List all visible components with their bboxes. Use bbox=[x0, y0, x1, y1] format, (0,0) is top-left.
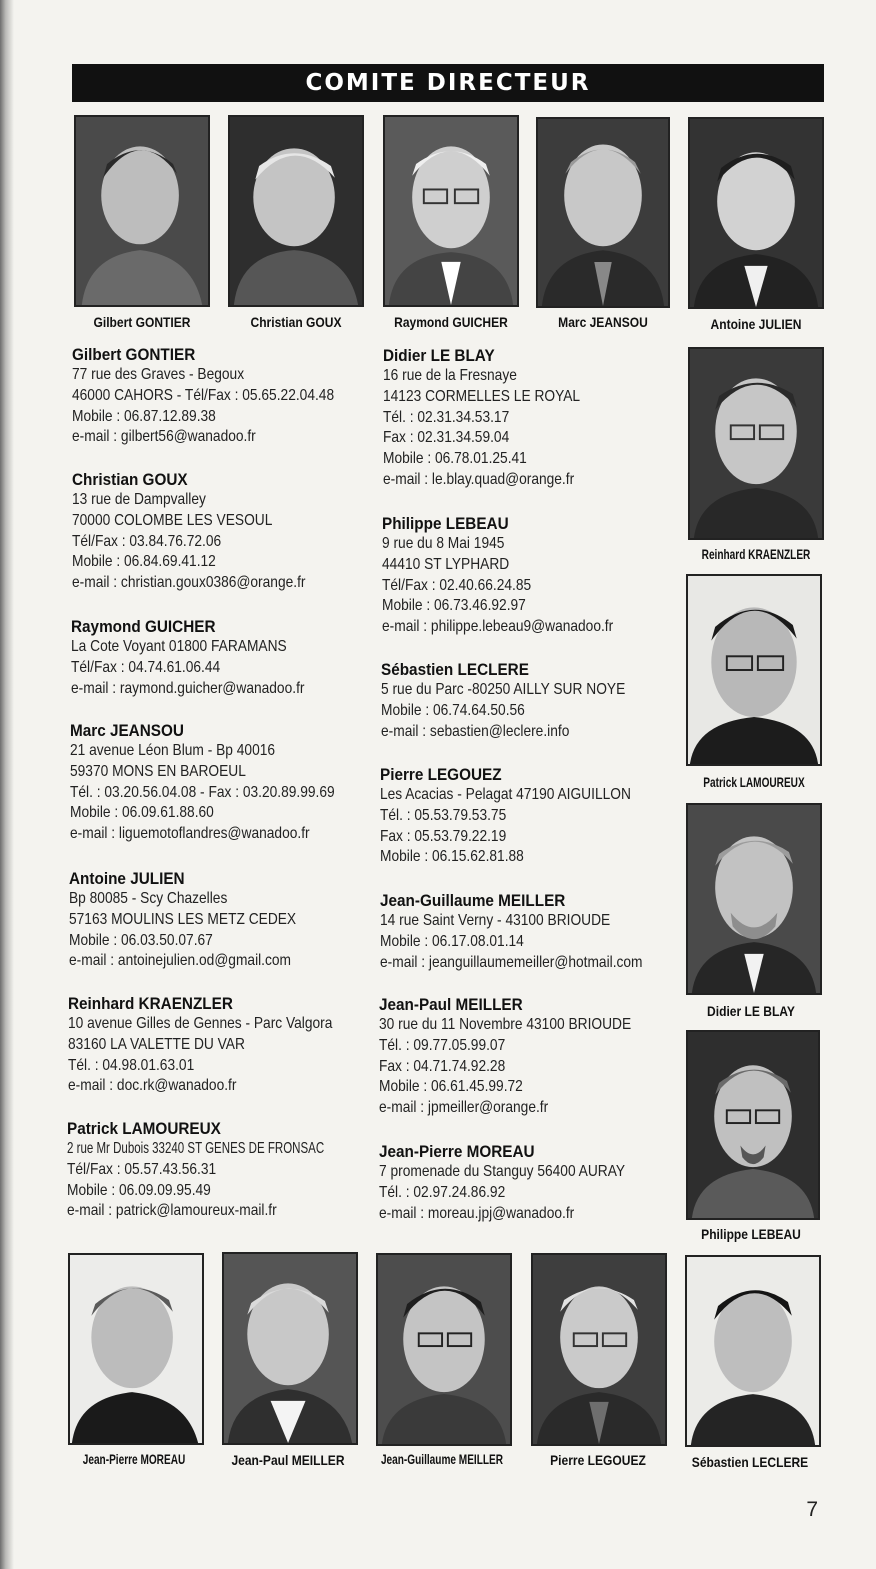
contact-entry bbox=[69, 869, 333, 972]
portrait-photo bbox=[686, 803, 822, 995]
contact-name: Jean-Pierre MOREAU bbox=[379, 1142, 535, 1161]
contact-line: 14123 CORMELLES LE ROYAL bbox=[383, 387, 581, 405]
contact-entry bbox=[67, 1119, 424, 1222]
contact-name: Pierre LEGOUEZ bbox=[380, 765, 502, 784]
contact-line: e-mail : doc.rk@wanadoo.fr bbox=[68, 1077, 237, 1095]
contact-line: 70000 COLOMBE LES VESOUL bbox=[72, 511, 273, 529]
contact-entry bbox=[72, 345, 377, 448]
contact-line: 46000 CAHORS - Tél/Fax : 05.65.22.04.48 bbox=[72, 386, 335, 404]
contact-line: e-mail : jeanguillaumemeiller@hotmail.com bbox=[380, 953, 643, 971]
contact-name: Patrick LAMOUREUX bbox=[67, 1119, 221, 1138]
portrait-photo bbox=[688, 347, 824, 540]
contact-name: Reinhard KRAENZLER bbox=[68, 994, 233, 1013]
contact-line: Tél. : 02.97.24.86.92 bbox=[379, 1183, 506, 1201]
contact-line: 7 promenade du Stanguy 56400 AURAY bbox=[379, 1163, 626, 1180]
contact-name: Christian GOUX bbox=[72, 470, 188, 489]
contact-line: 14 rue Saint Verny - 43100 BRIOUDE bbox=[380, 912, 611, 929]
portrait-photo bbox=[686, 1030, 820, 1220]
contact-name: Philippe LEBEAU bbox=[382, 514, 509, 533]
page-number: 7 bbox=[806, 1498, 818, 1521]
portrait-caption: Raymond GUICHER bbox=[394, 314, 508, 330]
contact-line: e-mail : patrick@lamoureux-mail.fr bbox=[67, 1202, 277, 1220]
contact-name: Antoine JULIEN bbox=[69, 869, 185, 888]
contact-line: Mobile : 06.15.62.81.88 bbox=[380, 848, 524, 866]
contact-line: e-mail : le.blay.quad@orange.fr bbox=[383, 470, 575, 488]
contact-line: Mobile : 06.09.09.95.49 bbox=[67, 1181, 211, 1199]
contact-entry bbox=[70, 721, 378, 845]
contact-line: Mobile : 06.09.61.88.60 bbox=[70, 804, 214, 822]
contact-entry bbox=[380, 765, 672, 868]
contact-name: Sébastien LECLERE bbox=[381, 660, 529, 679]
contact-line: 13 rue de Dampvalley bbox=[72, 491, 206, 508]
portrait-caption: Sébastien LECLERE bbox=[691, 1454, 809, 1470]
contact-line: Tél. : 03.20.56.04.08 - Fax : 03.20.89.99.69 bbox=[70, 783, 335, 801]
contact-line: 9 rue du 8 Mai 1945 bbox=[382, 535, 505, 552]
contact-line: 83160 LA VALETTE DU VAR bbox=[68, 1035, 245, 1053]
contact-line: e-mail : moreau.jpj@wanadoo.fr bbox=[379, 1204, 575, 1222]
portrait-caption: Jean-Guillaume MEILLER bbox=[380, 1451, 504, 1467]
portrait-caption: Reinhard KRAENZLER bbox=[701, 546, 811, 562]
contact-line: e-mail : gilbert56@wanadoo.fr bbox=[72, 428, 256, 446]
contact-entry bbox=[72, 470, 344, 594]
contact-line: Tél/Fax : 04.74.61.06.44 bbox=[71, 658, 221, 676]
contact-entry bbox=[380, 891, 685, 973]
contact-line: 44410 ST LYPHARD bbox=[382, 555, 510, 573]
contact-entry bbox=[71, 617, 342, 699]
portrait-photo bbox=[383, 115, 519, 307]
contact-name: Jean-Paul MEILLER bbox=[379, 995, 523, 1014]
portrait-caption: Antoine JULIEN bbox=[710, 316, 802, 332]
contact-line: Mobile : 06.87.12.89.38 bbox=[72, 407, 216, 425]
contact-entry bbox=[379, 1142, 665, 1224]
contact-line: 10 avenue Gilles de Gennes - Parc Valgora bbox=[68, 1015, 333, 1032]
contact-line: Mobile : 06.61.45.99.72 bbox=[379, 1078, 523, 1096]
portrait-photo bbox=[688, 117, 824, 309]
portrait-caption: Jean-Paul MEILLER bbox=[231, 1452, 345, 1468]
portrait-caption: Gilbert GONTIER bbox=[93, 314, 191, 330]
portrait-photo bbox=[685, 1255, 821, 1447]
contact-line: Mobile : 06.73.46.92.97 bbox=[382, 597, 526, 615]
contact-entry bbox=[382, 514, 651, 638]
contact-line: 57163 MOULINS LES METZ CEDEX bbox=[69, 910, 297, 928]
contact-line: Mobile : 06.17.08.01.14 bbox=[380, 932, 524, 950]
contact-line: Bp 80085 - Scy Chazelles bbox=[69, 890, 228, 907]
contact-line: e-mail : philippe.lebeau9@wanadoo.fr bbox=[382, 618, 614, 636]
contact-line: e-mail : christian.goux0386@orange.fr bbox=[72, 574, 306, 592]
portrait-photo bbox=[536, 117, 670, 308]
contact-line: 59370 MONS EN BAROEUL bbox=[70, 762, 246, 780]
portrait-photo bbox=[68, 1253, 204, 1445]
contact-line: e-mail : jpmeiller@orange.fr bbox=[379, 1099, 549, 1117]
portrait-caption: Patrick LAMOUREUX bbox=[703, 774, 805, 790]
contact-line: Mobile : 06.03.50.07.67 bbox=[69, 931, 213, 949]
contact-line: Tél. : 05.53.79.53.75 bbox=[380, 806, 507, 824]
contact-line: Mobile : 06.74.64.50.56 bbox=[381, 701, 525, 719]
contact-entry bbox=[381, 660, 665, 742]
portrait-photo bbox=[376, 1253, 512, 1446]
portrait-photo bbox=[74, 115, 210, 307]
portrait-photo bbox=[531, 1253, 667, 1446]
contact-line: Les Acacias - Pelagat 47190 AIGUILLON bbox=[380, 786, 631, 803]
contact-line: Mobile : 06.78.01.25.41 bbox=[383, 450, 527, 468]
contact-name: Marc JEANSOU bbox=[70, 721, 184, 740]
contact-name: Raymond GUICHER bbox=[71, 617, 216, 636]
contact-line: Fax : 02.31.34.59.04 bbox=[383, 429, 510, 447]
portrait-caption: Marc JEANSOU bbox=[558, 314, 648, 330]
contact-name: Didier LE BLAY bbox=[383, 346, 495, 365]
contact-line: e-mail : sebastien@leclere.info bbox=[381, 722, 570, 740]
contact-line: e-mail : raymond.guicher@wanadoo.fr bbox=[71, 679, 305, 697]
portrait-caption: Didier LE BLAY bbox=[707, 1003, 795, 1019]
contact-entry bbox=[383, 346, 612, 491]
contact-line: Fax : 04.71.74.92.28 bbox=[379, 1057, 506, 1075]
contact-line: Tél/Fax : 02.40.66.24.85 bbox=[382, 576, 532, 594]
contact-line: Tél. : 04.98.01.63.01 bbox=[68, 1056, 195, 1074]
contact-line: Mobile : 06.84.69.41.12 bbox=[72, 553, 216, 571]
contact-line: Tél/Fax : 05.57.43.56.31 bbox=[67, 1160, 217, 1178]
contact-line: 2 rue Mr Dubois 33240 ST GENES DE FRONSAC bbox=[67, 1140, 325, 1157]
page-binding-edge bbox=[0, 0, 14, 1569]
portrait-caption: Philippe LEBEAU bbox=[701, 1226, 801, 1242]
contact-name: Gilbert GONTIER bbox=[72, 345, 196, 364]
portrait-photo bbox=[222, 1252, 358, 1445]
contact-line: e-mail : antoinejulien.od@gmail.com bbox=[69, 952, 292, 970]
portrait-photo bbox=[228, 115, 364, 307]
page-title: COMITE DIRECTEUR bbox=[72, 64, 824, 102]
portrait-caption: Jean-Pierre MOREAU bbox=[82, 1451, 186, 1467]
contact-line: e-mail : liguemotoflandres@wanadoo.fr bbox=[70, 825, 310, 843]
contact-line: Tél. : 09.77.05.99.07 bbox=[379, 1036, 506, 1054]
contact-line: La Cote Voyant 01800 FARAMANS bbox=[71, 638, 287, 655]
portrait-caption: Christian GOUX bbox=[250, 314, 342, 330]
contact-entry bbox=[68, 994, 375, 1097]
contact-line: 30 rue du 11 Novembre 43100 BRIOUDE bbox=[379, 1016, 632, 1033]
contact-entry bbox=[379, 995, 672, 1119]
portrait-photo bbox=[686, 574, 822, 766]
contact-line: 5 rue du Parc -80250 AILLY SUR NOYE bbox=[381, 681, 626, 698]
portrait-caption: Pierre LEGOUEZ bbox=[550, 1452, 646, 1468]
contact-line: Tél. : 02.31.34.53.17 bbox=[383, 408, 510, 426]
contact-line: 77 rue des Graves - Begoux bbox=[72, 366, 245, 383]
contact-name: Jean-Guillaume MEILLER bbox=[380, 891, 566, 910]
contact-line: Tél/Fax : 03.84.76.72.06 bbox=[72, 532, 222, 550]
contact-line: Fax : 05.53.79.22.19 bbox=[380, 827, 507, 845]
contact-line: 16 rue de la Fresnaye bbox=[383, 367, 517, 384]
contact-line: 21 avenue Léon Blum - Bp 40016 bbox=[70, 742, 276, 759]
